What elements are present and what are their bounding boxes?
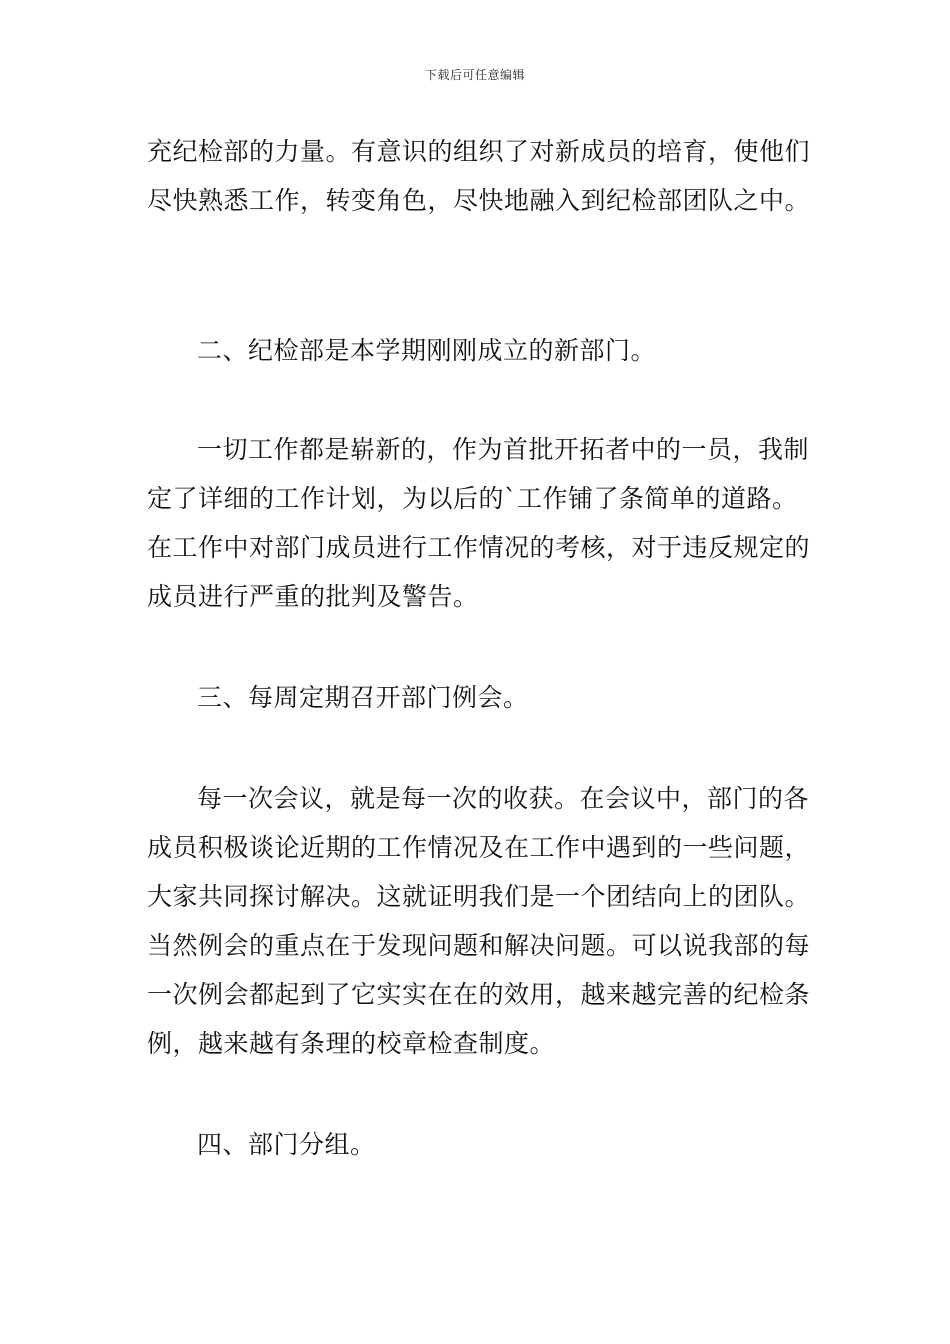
section-heading-2: 二、纪检部是本学期刚刚成立的新部门。 — [197, 336, 657, 365]
paragraph-continuation: 充纪检部的力量。有意识的组织了对新成员的培育，使他们尽快熟悉工作，转变角色，尽快地融入到纪检部团队之中。 — [147, 137, 811, 215]
page-header-note: 下载后可任意编辑 — [424, 68, 525, 82]
paragraph-work-plan: 一切工作都是崭新的，作为首批开拓者中的一员，我制定了详细的工作计划，为以后的`工作铺了条简单的道路。在工作中对部门成员进行工作情况的考核，对于违反规定的成员进行严重的批判及警告。 — [147, 435, 811, 611]
section-heading-4: 四、部门分组。 — [197, 1130, 376, 1159]
section-heading-3: 三、每周定期召开部门例会。 — [197, 683, 529, 712]
paragraph-meetings: 每一次会议，就是每一次的收获。在会议中，部门的各成员积极谈论近期的工作情况及在工作中遇到的一些问题，大家共同探讨解决。这就证明我们是一个团结向上的团队。当然例会的重点在于发现问题和解决问题。可以说我部的每一次例会都起到了它实实在在的效用，越来越完善的纪检条例，越来越有条理的校章检查制度。 — [147, 784, 811, 1058]
